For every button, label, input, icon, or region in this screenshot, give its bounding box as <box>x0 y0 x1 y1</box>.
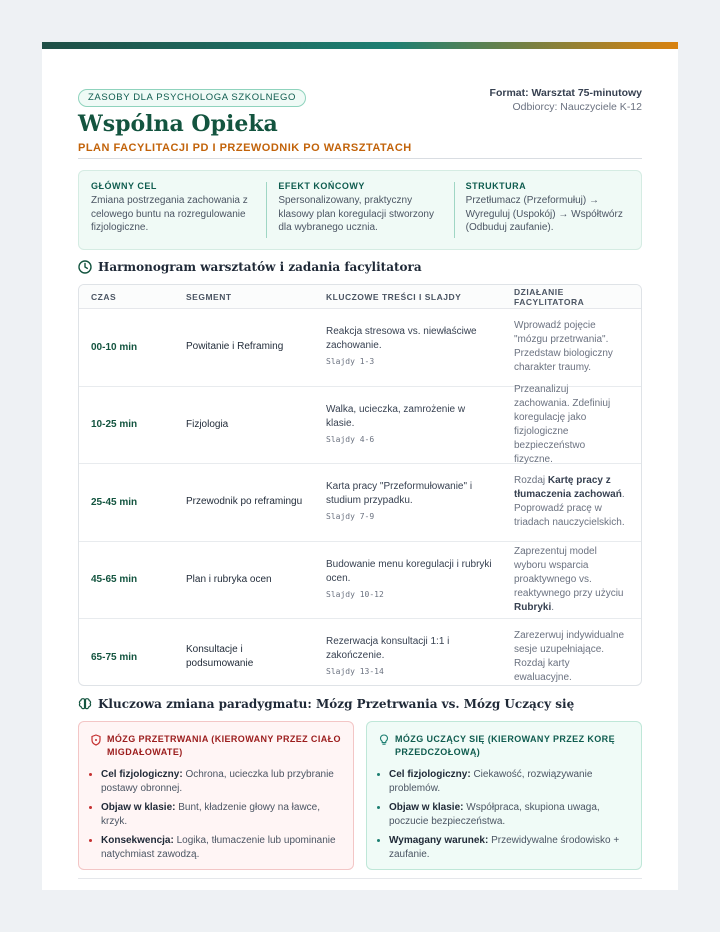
content-cell <box>314 558 502 602</box>
action-text: Przeanalizuj zachowania. Zdefiniuj koregulację jako fizjologiczne bezpieczeństwo fizyczne. <box>514 383 611 465</box>
list-item <box>101 801 341 829</box>
column-header: SEGMENT <box>186 291 232 302</box>
table-body <box>79 309 641 686</box>
survival-card-title: MÓZG PRZETRWANIA (KIEROWANY PRZEZ CIAŁO MIGDAŁOWATE) <box>107 734 341 757</box>
goal-structure <box>454 171 641 249</box>
goal-main <box>79 171 266 249</box>
survival-card-header <box>91 733 341 759</box>
item-value: Bunt, kładzenie głowy na ławce, krzyk. <box>101 802 321 827</box>
content-text: Reakcja stresowa vs. niewłaściwe zachowanie. <box>326 326 477 352</box>
item-key: Cel fizjologiczny: <box>389 769 471 780</box>
content-cell <box>314 635 502 679</box>
item-value: Współpraca, skupiona uwaga, poczucie bezpieczeństwa. <box>389 802 600 827</box>
list-item <box>389 768 629 796</box>
table-row <box>79 383 641 465</box>
action-text: Rozdaj <box>514 475 548 487</box>
slides-text: Slajdy 10-12 <box>326 589 384 599</box>
segment-cell: Powitanie i Reframing <box>186 341 284 353</box>
item-key: Konsekwencja: <box>101 835 174 846</box>
footer-divider <box>78 878 642 879</box>
action-cell <box>502 474 632 530</box>
table-row <box>79 309 641 387</box>
action-emphasis: Rubryki <box>514 601 552 613</box>
segment-cell: Przewodnik po reframingu <box>186 496 303 508</box>
top-accent-bar <box>42 42 678 49</box>
action-text: Zarezerwuj indywidualne sesje uzupełniające. Rozdaj karty ewaluacyjne. <box>514 630 625 684</box>
format-text: Format: Warsztat 75-minutowy <box>489 87 642 99</box>
schedule-table <box>78 284 642 686</box>
item-key: Objaw w klasie: <box>389 802 464 813</box>
meta-info <box>490 86 642 114</box>
column-header: DZIAŁANIE FACYLITATORA <box>514 286 585 307</box>
goal-outcome <box>266 171 453 249</box>
document-page <box>42 42 678 890</box>
time-cell: 25-45 min <box>91 496 138 508</box>
segment-cell: Konsultacje i podsumowanie <box>186 644 254 670</box>
item-value: Przewidywalne środowisko + zaufanie. <box>389 835 620 860</box>
paradigm-heading <box>78 697 574 711</box>
list-item <box>101 834 341 862</box>
action-text-tail: . Poprowadź pracę w triadach nauczycielskich. <box>514 489 625 529</box>
table-row <box>79 464 641 542</box>
action-cell <box>502 319 632 375</box>
action-text: Zaprezentuj model wyboru wsparcia proaktywnego vs. reaktywnego przy użyciu <box>514 545 624 599</box>
action-emphasis: Kartę pracy z tłumaczenia zachowań <box>514 475 622 501</box>
content-cell <box>314 325 502 369</box>
page-title: Wspólna Opieka <box>78 111 278 137</box>
time-cell: 45-65 min <box>91 574 138 586</box>
segment-cell: Plan i rubryka ocen <box>186 573 272 585</box>
item-value: Logika, tłumaczenie lub upominanie natychmiast zawodzą. <box>101 835 336 860</box>
slides-text: Slajdy 1-3 <box>326 357 375 367</box>
item-value: Ochrona, ucieczka lub przybranie postawy obronnej. <box>101 769 334 794</box>
brain-icon <box>78 697 92 711</box>
content-cell <box>314 480 502 524</box>
action-text: Wprowadź pojęcie "mózgu przetrwania". Przedstaw biologiczny charakter traumy. <box>514 320 613 374</box>
slides-text: Slajdy 7-9 <box>326 512 375 522</box>
list-item <box>389 834 629 862</box>
learning-brain-card <box>366 721 642 870</box>
divider <box>78 158 642 159</box>
column-header: KLUCZOWE TREŚCI I SLAJDY <box>326 291 462 302</box>
audience-text: Odbiorcy: Nauczyciele K-12 <box>512 101 642 113</box>
survival-list <box>91 768 341 862</box>
content-text: Rezerwacja konsultacji 1:1 i zakończenie. <box>326 636 450 662</box>
page-subtitle: PLAN FACYLITACJI PD I PRZEWODNIK PO WARSZTATACH <box>78 142 412 154</box>
content-text: Karta pracy "Przeformułowanie" i studium przypadku. <box>326 481 473 507</box>
item-key: Cel fizjologiczny: <box>101 769 183 780</box>
learning-card-title: MÓZG UCZĄCY SIĘ (KIEROWANY PRZEZ KORĘ PRZEDCZOŁOWĄ) <box>395 734 615 757</box>
learning-list <box>379 768 629 862</box>
segment-cell: Fizjologia <box>186 418 229 430</box>
learning-card-header <box>379 733 629 759</box>
table-row <box>79 542 641 620</box>
list-item <box>101 768 341 796</box>
table-row <box>79 619 641 686</box>
item-value: Ciekawość, rozwiązywanie problemów. <box>389 769 593 794</box>
action-text-tail: . <box>551 601 555 613</box>
content-cell <box>314 403 502 447</box>
shield-icon <box>91 734 101 746</box>
schedule-heading-text: Harmonogram warsztatów i zadania facylitatora <box>98 260 422 274</box>
table-header <box>79 285 641 309</box>
clock-icon <box>78 260 92 274</box>
goal-label: STRUKTURA <box>465 181 527 191</box>
time-cell: 00-10 min <box>91 341 138 353</box>
action-cell <box>502 545 632 615</box>
goal-label: GŁÓWNY CEL <box>91 181 157 191</box>
goal-label: EFEKT KOŃCOWY <box>278 181 365 191</box>
schedule-heading <box>78 260 422 274</box>
action-cell <box>502 629 632 685</box>
list-item <box>389 801 629 829</box>
content-text: Budowanie menu koregulacji i rubryki ocen. <box>326 558 492 584</box>
slides-text: Slajdy 13-14 <box>326 667 384 677</box>
content-text: Walka, ucieczka, zamrożenie w klasie. <box>326 403 466 429</box>
time-cell: 10-25 min <box>91 419 138 431</box>
action-cell <box>502 383 632 467</box>
goal-text: Zmiana postrzegania zachowania z celowego buntu na rozregulowanie fizjologiczne. <box>91 195 248 233</box>
slides-text: Slajdy 4-6 <box>326 434 375 444</box>
goal-text: Przetłumacz (Przeformułuj) → Wyreguluj (Uspokój) → Współtwórz (Odbuduj zaufanie). <box>465 195 623 233</box>
eyebrow-badge: ZASOBY DLA PSYCHOLOGA SZKOLNEGO <box>78 89 306 107</box>
goals-panel <box>78 170 642 250</box>
item-key: Wymagany warunek: <box>389 835 489 846</box>
survival-brain-card <box>78 721 354 870</box>
paradigm-heading-text: Kluczowa zmiana paradygmatu: Mózg Przetrwania vs. Mózg Uczący się <box>98 697 575 711</box>
lightbulb-icon <box>379 734 389 746</box>
time-cell: 65-75 min <box>91 651 138 663</box>
column-header: CZAS <box>91 291 117 302</box>
item-key: Objaw w klasie: <box>101 802 176 813</box>
goal-text: Spersonalizowany, praktyczny klasowy plan koregulacji stworzony dla wybranego ucznia. <box>278 195 434 233</box>
paradigm-cards <box>78 721 642 870</box>
